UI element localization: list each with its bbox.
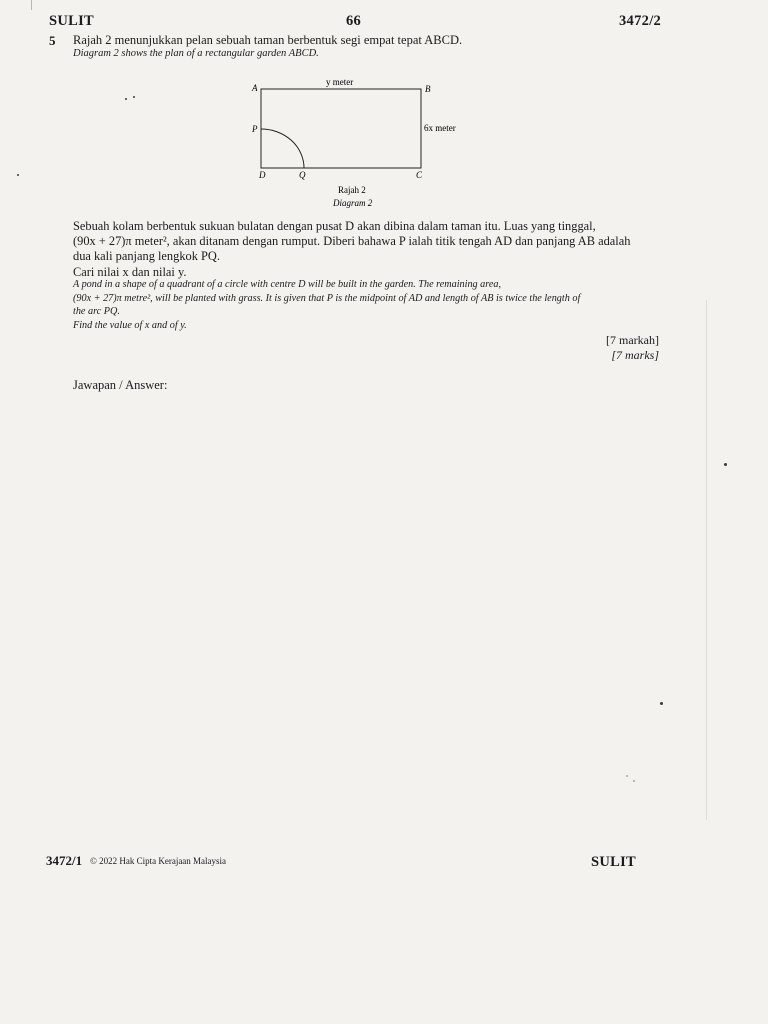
question-text-english (73, 278, 663, 332)
question-number: 5 (49, 33, 56, 48)
vertex-label-c: C (416, 170, 423, 180)
diagram-caption-english: Diagram 2 (333, 198, 373, 208)
scan-speck (133, 96, 135, 98)
length-label-right: 6x meter (424, 123, 456, 133)
footer-copyright: © 2022 Hak Cipta Kerajaan Malaysia (90, 856, 227, 866)
vertex-label-d: D (259, 170, 266, 180)
question-intro-malay: Rajah 2 menunjukkan pelan sebuah taman berbentuk segi empat tepat ABCD. (73, 33, 463, 47)
vertex-label-a: A (252, 83, 258, 93)
english-line: the arc PQ. (73, 306, 120, 318)
english-line: Find the value of x and of y. (73, 319, 187, 331)
page-number: 66 (346, 13, 362, 29)
scan-mark (31, 0, 32, 10)
scan-speck (660, 702, 663, 705)
marks-malay: [7 markah] (606, 333, 659, 347)
english-line: (90x + 27)π metre², will be planted with grass. It is given that P is the midpoint of AD and length of AB is twice the length of (73, 292, 581, 304)
question-intro-english: Diagram 2 shows the plan of a rectangular garden ABCD. (73, 48, 319, 59)
scan-speck (626, 775, 628, 777)
point-label-p: P (252, 124, 258, 134)
point-label-q: Q (299, 170, 306, 180)
vertex-label-b: B (425, 84, 431, 94)
question-text-malay (73, 219, 663, 280)
quadrant-arc-pq (261, 129, 304, 168)
answer-label: Jawapan / Answer: (73, 378, 168, 392)
malay-line: Sebuah kolam berbentuk sukuan bulatan dengan pusat D akan dibina dalam taman itu. Luas yang tinggal, (73, 219, 596, 233)
length-label-top: y meter (326, 77, 354, 87)
header-classification: SULIT (49, 13, 95, 29)
footer-classification: SULIT (591, 854, 637, 870)
garden-diagram (240, 72, 480, 212)
paper-code: 3472/2 (619, 13, 662, 29)
malay-line: Cari nilai x dan nilai y. (73, 264, 187, 279)
scan-speck (633, 780, 635, 782)
scan-speck (125, 98, 127, 100)
scan-edge-shadow (706, 300, 707, 820)
scan-speck (17, 174, 19, 176)
diagram-caption-malay: Rajah 2 (338, 185, 366, 195)
footer-paper-code: 3472/1 (46, 853, 83, 868)
scan-speck (724, 463, 727, 466)
english-line: A pond in a shape of a quadrant of a circle with centre D will be built in the garden. The remaining area, (73, 279, 502, 290)
malay-line: (90x + 27)π meter², akan ditanam dengan rumput. Diberi bahawa P ialah titik tengah AD dan panjang AB adalah (73, 234, 631, 249)
garden-rectangle (261, 89, 421, 168)
malay-line: dua kali panjang lengkok PQ. (73, 249, 220, 264)
marks-english: [7 marks] (611, 348, 659, 362)
